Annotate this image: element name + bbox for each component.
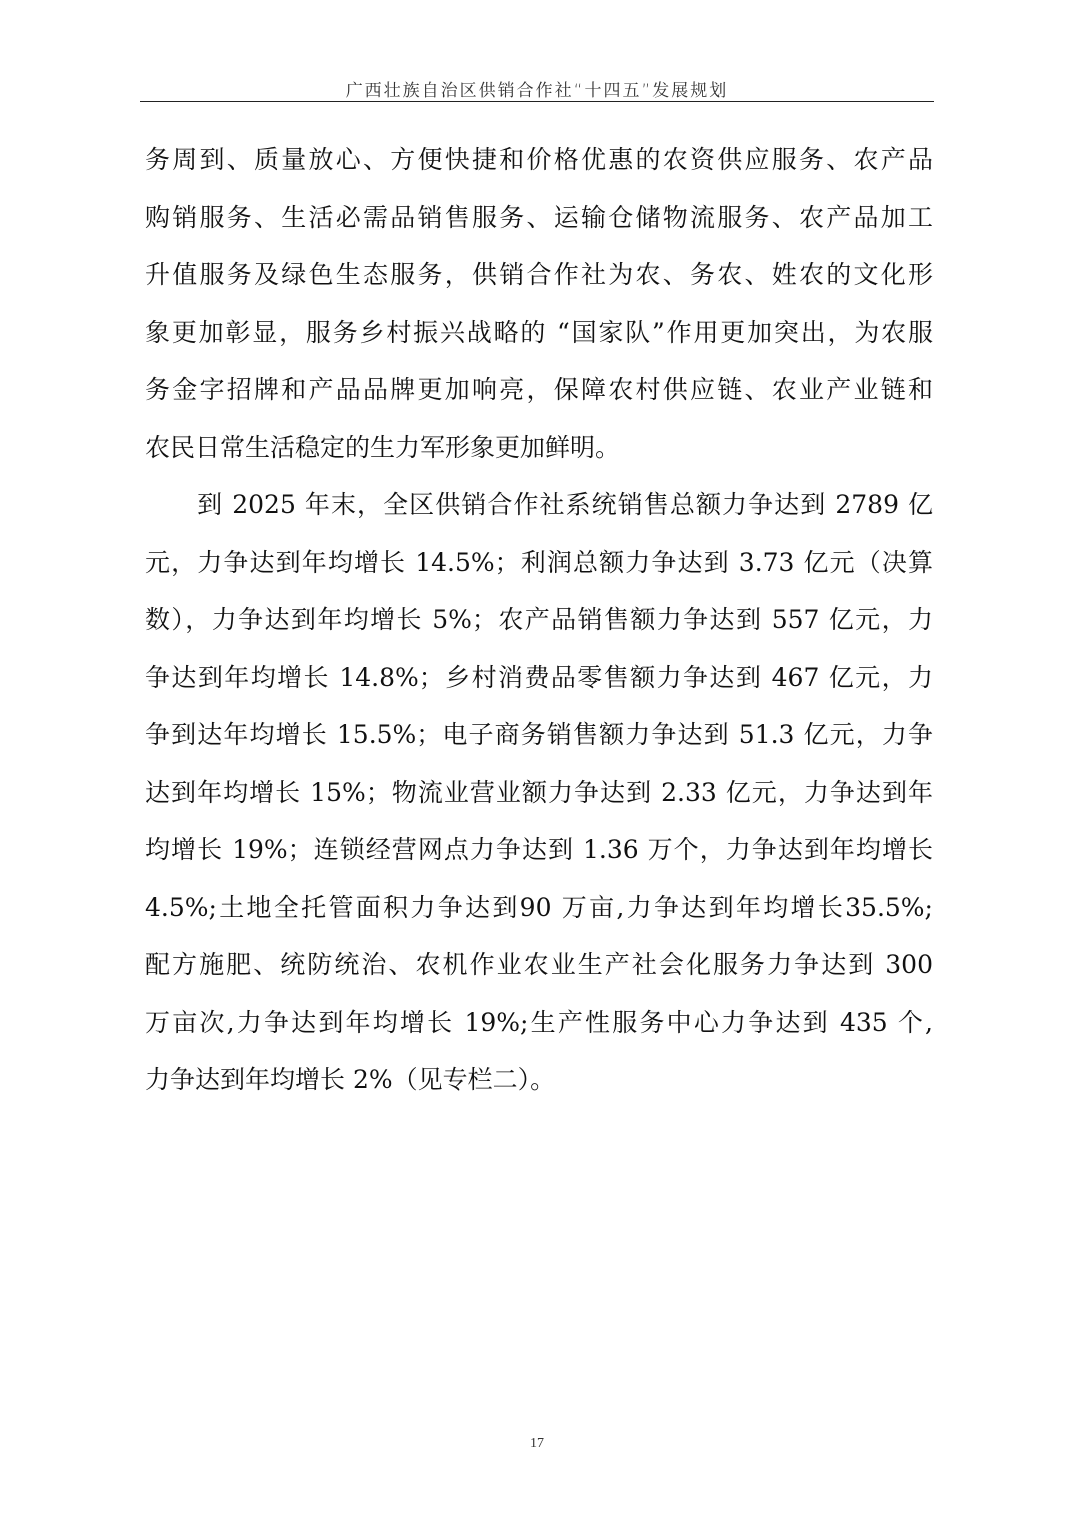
paragraph-1-line-2: 购销服务、生活必需品销售服务、运输仓储物流服务、农产品加工	[145, 202, 933, 232]
paragraph-1-line-3: 升值服务及绿色生态服务，供销合作社为农、务农、姓农的文化形	[145, 260, 933, 289]
document-body	[145, 131, 933, 1109]
paragraph-1-line-5: 务金字招牌和产品品牌更加响亮，保障农村供应链、农业产业链和	[145, 375, 933, 404]
paragraph-2-line-9: 配方施肥、统防统治、农机作业农业生产社会化服务力争达到 300	[145, 950, 933, 979]
header-divider	[140, 101, 934, 102]
paragraph-2-line-7: 均增长 19%；连锁经营网点力争达到 1.36 万个，力争达到年均增长	[145, 835, 933, 864]
paragraph-2-line-6: 达到年均增长 15%；物流业营业额力争达到 2.33 亿元，力争达到年	[145, 777, 933, 807]
running-header-title: 广西壮族自治区供销合作社“十四五”发展规划	[345, 81, 729, 101]
paragraph-2-line-3: 数），力争达到年均增长 5%；农产品销售额力争达到 557 亿元，力	[145, 605, 933, 634]
paragraph-1-line-6: 农民日常生活稳定的生力军形象更加鲜明。	[145, 432, 621, 462]
paragraph-2-line-1: 到 2025 年末，全区供销合作社系统销售总额力争达到 2789 亿	[145, 490, 933, 519]
paragraph-2-line-10: 万亩次,力争达到年均增长 19%;生产性服务中心力争达到 435 个,	[145, 1007, 933, 1037]
paragraph-2-line-2: 元，力争达到年均增长 14.5%；利润总额力争达到 3.73 亿元（决算	[145, 547, 933, 577]
paragraph-2-line-11: 力争达到年均增长 2%（见专栏二）。	[145, 1065, 556, 1094]
paragraph-2-line-8: 4.5%;土地全托管面积力争达到90 万亩,力争达到年均增长35.5%;	[145, 892, 933, 922]
paragraph-1-line-4: 象更加彰显，服务乡村振兴战略的 “国家队”作用更加突出，为农服	[145, 317, 933, 347]
page-number: 17	[530, 1436, 544, 1451]
paragraph-1-line-1: 务周到、质量放心、方便快捷和价格优惠的农资供应服务、农产品	[145, 145, 933, 174]
paragraph-2-line-5: 争到达年均增长 15.5%；电子商务销售额力争达到 51.3 亿元，力争	[145, 720, 933, 749]
paragraph-2-line-4: 争达到年均增长 14.8%；乡村消费品零售额力争达到 467 亿元，力	[145, 662, 933, 692]
